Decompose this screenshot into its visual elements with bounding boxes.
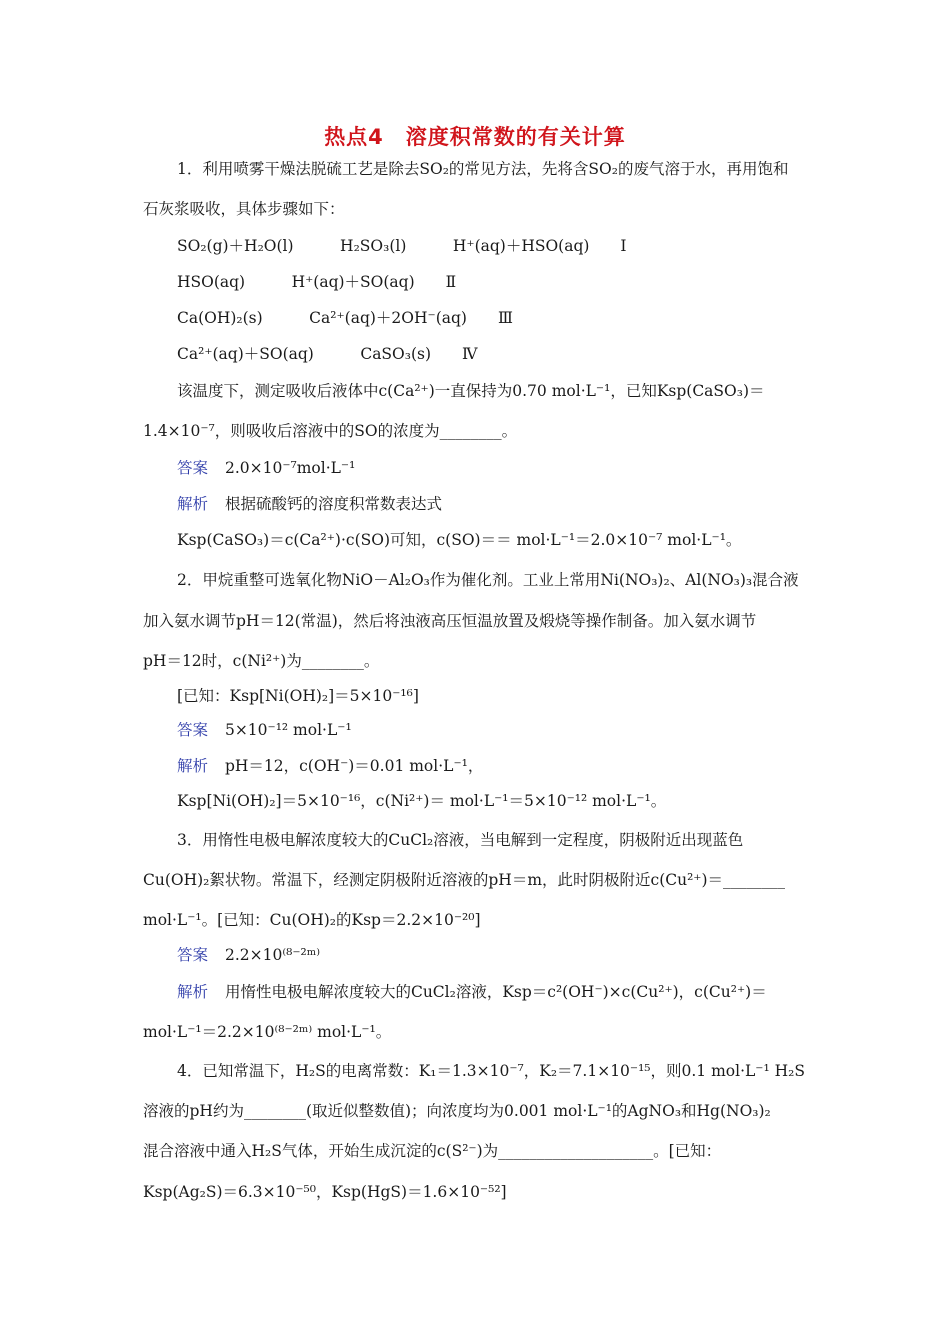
q4-stem-line-2: 溶液的pH约为________(取近似整数值)；向浓度均为0.001 mol·L⁻¹的AgNO₃和Hg(NO₃)₂: [143, 1102, 771, 1120]
q4-stem-line-3: 混合溶液中通入H₂S气体，开始生成沉淀的c(S²⁻)为____________________。[已知：: [143, 1142, 722, 1160]
q2-known: [已知：Ksp[Ni(OH)₂]＝5×10⁻¹⁶]: [177, 687, 419, 705]
q4-stem-line-1: 4．已知常温下，H₂S的电离常数：K₁＝1.3×10⁻⁷，K₂＝7.1×10⁻¹⁵，则0.1 mol·L⁻¹ H₂S: [177, 1062, 805, 1080]
q2-answer-row: [177, 719, 352, 741]
q2-stem-line-1: 2．甲烷重整可选氧化物NiO－Al₂O₃作为催化剂。工业上常用Ni(NO₃)₂、Al(NO₃)₃混合液: [177, 571, 799, 589]
q1-equation-2: HSO(aq) H⁺(aq)＋SO(aq) Ⅱ: [177, 273, 457, 291]
analysis-label: 解析: [177, 495, 209, 513]
q1-answer-row: [177, 457, 355, 479]
q1-answer: 2.0×10⁻⁷mol·L⁻¹: [224, 459, 356, 477]
q1-analysis-line-2: Ksp(CaSO₃)＝c(Ca²⁺)·c(SO)可知，c(SO)＝＝ mol·L⁻¹＝2.0×10⁻⁷ mol·L⁻¹。: [177, 531, 742, 549]
answer-label: 答案: [177, 946, 209, 964]
q1-analysis-row: [177, 493, 442, 515]
q1-stem-line-1: 1．利用喷雾干燥法脱硫工艺是除去SO₂的常见方法，先将含SO₂的废气溶于水，再用饱和: [177, 160, 789, 178]
q1-condition-line-2: 1.4×10⁻⁷，则吸收后溶液中的SO的浓度为________。: [143, 422, 518, 440]
q2-analysis-line-2: Ksp[Ni(OH)₂]＝5×10⁻¹⁶，c(Ni²⁺)＝ mol·L⁻¹＝5×10⁻¹² mol·L⁻¹。: [177, 792, 667, 810]
q1-stem-line-2: 石灰浆吸收，具体步骤如下：: [143, 200, 345, 218]
q3-answer-row: [177, 944, 320, 966]
q1-equation-4: Ca²⁺(aq)＋SO(aq) CaSO₃(s) Ⅳ: [177, 345, 478, 363]
q3-analysis-row: [177, 981, 767, 1003]
q3-stem-line-2: Cu(OH)₂絮状物。常温下，经测定阴极附近溶液的pH＝m，此时阴极附近c(Cu²⁺)＝________: [143, 871, 786, 889]
q1-equation-3: Ca(OH)₂(s) Ca²⁺(aq)＋2OH⁻(aq) Ⅲ: [177, 309, 513, 327]
answer-label: 答案: [177, 721, 209, 739]
analysis-label: 解析: [177, 757, 209, 775]
q2-analysis-line-1: pH＝12，c(OH⁻)＝0.01 mol·L⁻¹，: [224, 757, 484, 775]
q2-analysis-row: [177, 755, 483, 777]
q1-analysis-line-1: 根据硫酸钙的溶度积常数表达式: [224, 495, 442, 513]
q2-answer: 5×10⁻¹² mol·L⁻¹: [224, 721, 352, 739]
q2-stem-line-2: 加入氨水调节pH＝12(常温)，然后将浊液高压恒温放置及煅烧等操作制备。加入氨水调节: [143, 612, 757, 630]
answer-label: 答案: [177, 459, 209, 477]
analysis-label: 解析: [177, 983, 209, 1001]
q2-stem-line-3: pH＝12时，c(Ni²⁺)为________。: [143, 652, 380, 670]
page-title: 热点4 溶度积常数的有关计算: [324, 125, 626, 149]
q3-analysis-line-2: mol·L⁻¹＝2.2×10⁽⁸⁻²ᵐ⁾ mol·L⁻¹。: [143, 1023, 392, 1041]
q1-condition-line-1: 该温度下，测定吸收后液体中c(Ca²⁺)一直保持为0.70 mol·L⁻¹，已知Ksp(CaSO₃)＝: [177, 382, 765, 400]
q3-stem-line-3: mol·L⁻¹。[已知：Cu(OH)₂的Ksp＝2.2×10⁻²⁰]: [143, 911, 481, 929]
q1-equation-1: SO₂(g)＋H₂O(l) H₂SO₃(l) H⁺(aq)＋HSO(aq) Ⅰ: [177, 237, 627, 255]
q4-stem-line-4: Ksp(Ag₂S)＝6.3×10⁻⁵⁰，Ksp(HgS)＝1.6×10⁻⁵²]: [143, 1183, 507, 1201]
q3-stem-line-1: 3．用惰性电极电解浓度较大的CuCl₂溶液，当电解到一定程度，阴极附近出现蓝色: [177, 831, 744, 849]
q3-answer: 2.2×10⁽⁸⁻²ᵐ⁾: [224, 946, 321, 964]
q3-analysis-line-1: 用惰性电极电解浓度较大的CuCl₂溶液，Ksp＝c²(OH⁻)×c(Cu²⁺)，c(Cu²⁺)＝: [224, 983, 767, 1001]
